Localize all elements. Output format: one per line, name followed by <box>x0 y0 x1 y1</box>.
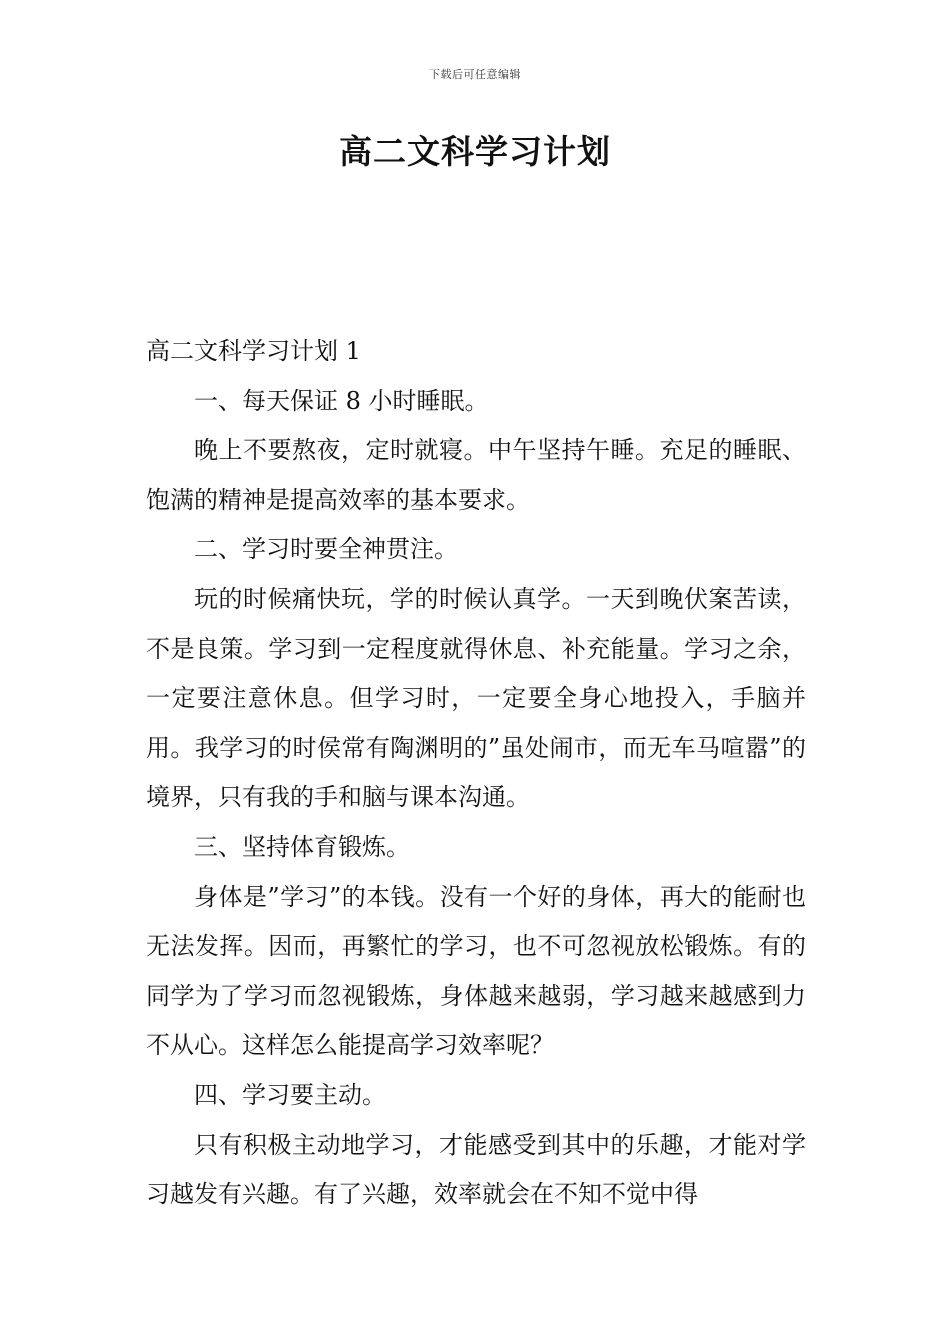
paragraph-body-2: 玩的时候痛快玩，学的时候认真学。一天到晚伏案苦读，不是良策。学习到一定程度就得休息、补充能量。学习之余，一定要注意休息。但学习时，一定要全身心地投入，手脑并用。我学习的时侯常有陶渊明的”虽处闹市，而无车马喧嚣”的境界，只有我的手和脑与课本沟通。 <box>146 584 806 812</box>
paragraph-heading-2: 二、学习时要全神贯注。 <box>194 535 458 564</box>
paragraph-body-4: 只有积极主动地学习，才能感受到其中的乐趣，才能对学习越发有兴趣。有了兴趣，效率就会在不知不觉中得 <box>146 1130 806 1209</box>
paragraph-heading-4: 四、学习要主动。 <box>194 1080 386 1109</box>
document-body <box>146 327 806 1220</box>
paragraph-heading-3: 三、坚持体育锻炼。 <box>194 832 410 861</box>
document-title: 高二文科学习计划 <box>339 132 611 171</box>
paragraph-heading-1: 一、每天保证 8 小时睡眠。 <box>194 386 489 415</box>
paragraph-body-1: 晚上不要熬夜，定时就寝。中午坚持午睡。充足的睡眠、饱满的精神是提高效率的基本要求。 <box>146 436 806 514</box>
header-note: 下载后可任意编辑 <box>429 68 521 81</box>
section-heading: 高二文科学习计划 1 <box>146 337 361 365</box>
paragraph-body-3: 身体是”学习”的本钱。没有一个好的身体，再大的能耐也无法发挥。因而，再繁忙的学习，也不可忽视放松锻炼。有的同学为了学习而忽视锻炼，身体越来越弱，学习越来越感到力不从心。这样怎么能提高学习效率呢？ <box>146 882 806 1060</box>
